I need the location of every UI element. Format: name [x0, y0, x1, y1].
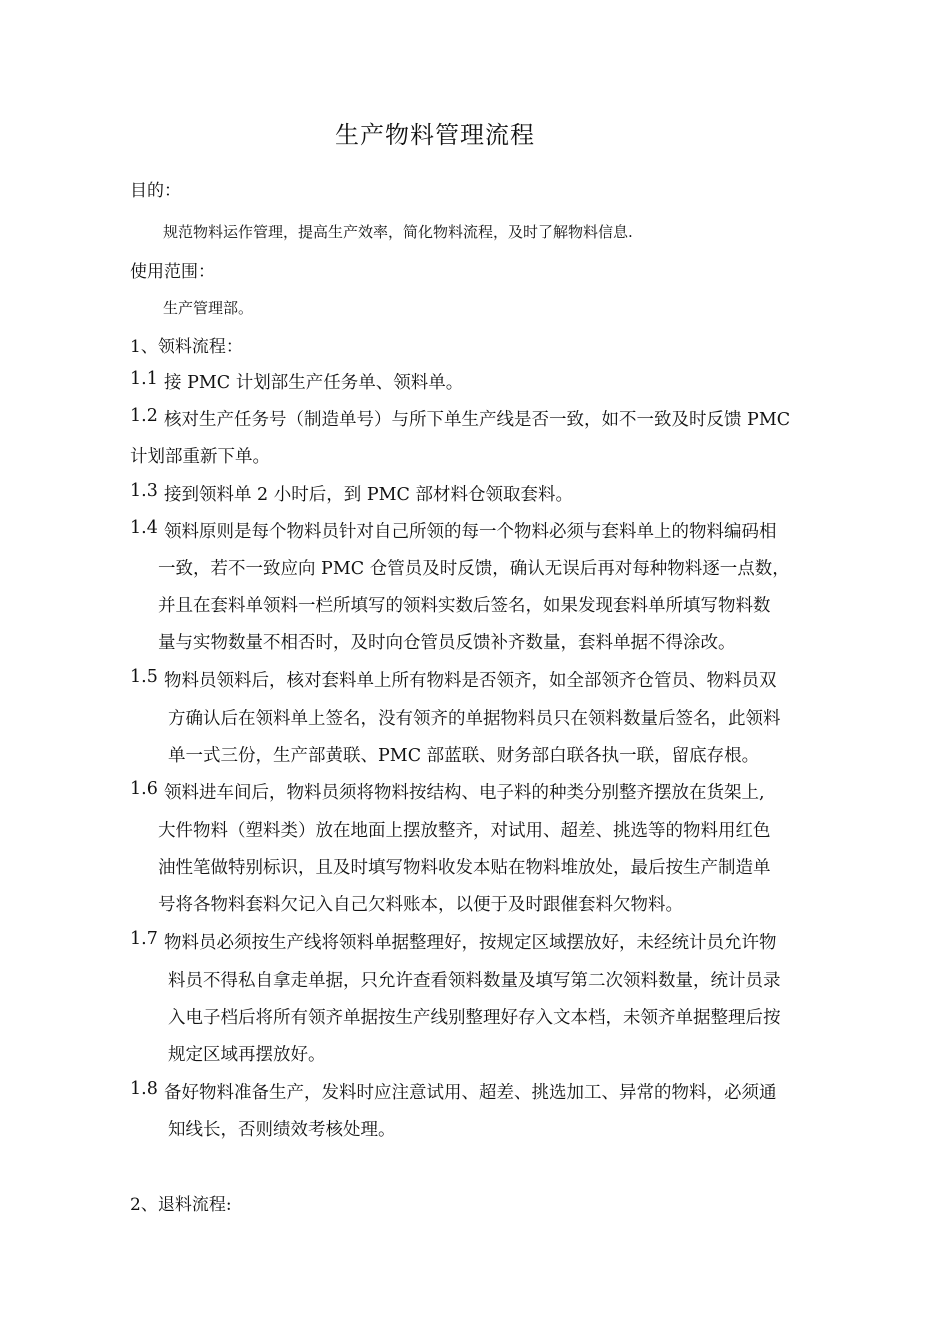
item-line: 方确认后在领料单上签名，没有领齐的单据物料员只在领料数量后签名，此领料 [168, 709, 781, 729]
purpose-label: 目的： [130, 181, 181, 201]
item-line: 接到领料单 2 小时后，到 PMC 部材料仓领取套料。 [164, 485, 573, 505]
item-line: 并且在套料单领料一栏所填写的领料实数后签名，如果发现套料单所填写物料数 [158, 596, 771, 616]
item-line: 单一式三份，生产部黄联、PMC 部蓝联、财务部白联各执一联，留底存根。 [168, 746, 760, 766]
item-number: 1.8 [130, 1079, 158, 1099]
item-number: 1.6 [130, 779, 158, 799]
scope-text: 生产管理部。 [163, 299, 254, 317]
item-line: 物料员必须按生产线将领料单据整理好，按规定区域摆放好，未经统计员允许物 [164, 933, 777, 953]
item-line: 知线长，否则绩效考核处理。 [168, 1120, 396, 1140]
item-number: 1.1 [130, 369, 158, 389]
item-line: 量与实物数量不相否时，及时向仓管员反馈补齐数量，套料单据不得涂改。 [158, 633, 736, 653]
item-number: 1.5 [130, 667, 158, 687]
document-title: 生产物料管理流程 [335, 121, 535, 149]
section1-heading: 1、领料流程： [130, 337, 243, 357]
item-number: 1.7 [130, 929, 158, 949]
item-line: 一致，若不一致应向 PMC 仓管员及时反馈，确认无误后再对每种物料逐一点数， [158, 559, 790, 579]
item-line: 物料员领料后，核对套料单上所有物料是否领齐，如全部领齐仓管员、物料员双 [164, 671, 777, 691]
item-line: 入电子档后将所有领齐单据按生产线别整理好存入文本档，未领齐单据整理后按 [168, 1008, 781, 1028]
item-line: 领料原则是每个物料员针对自己所领的每一个物料必须与套料单上的物料编码相 [164, 522, 777, 542]
item-number: 1.3 [130, 481, 158, 501]
item-line: 规定区域再摆放好。 [168, 1045, 326, 1065]
item-line: 计划部重新下单。 [130, 447, 270, 467]
item-number: 1.4 [130, 518, 158, 538]
purpose-text: 规范物料运作管理，提高生产效率，简化物料流程，及时了解物料信息. [163, 223, 633, 241]
item-line: 接 PMC 计划部生产任务单、领料单。 [164, 373, 464, 393]
item-line: 大件物料（塑料类）放在地面上摆放整齐，对试用、超差、挑选等的物料用红色 [158, 821, 771, 841]
item-line: 核对生产任务号（制造单号）与所下单生产线是否一致，如不一致及时反馈 PMC [164, 410, 791, 430]
item-line: 备好物料准备生产，发料时应注意试用、超差、挑选加工、异常的物料，必须通 [164, 1083, 777, 1103]
scope-label: 使用范围： [130, 262, 215, 282]
item-line: 号将各物料套料欠记入自己欠料账本，以便于及时跟催套料欠物料。 [158, 895, 683, 915]
item-number: 1.2 [130, 406, 158, 426]
section2-heading: 2、退料流程: [130, 1195, 232, 1215]
item-line: 领料进车间后，物料员须将物料按结构、电子料的种类分别整齐摆放在货架上, [164, 783, 765, 803]
item-line: 料员不得私自拿走单据，只允许查看领料数量及填写第二次领料数量，统计员录 [168, 971, 781, 991]
item-line: 油性笔做特别标识，且及时填写物料收发本贴在物料堆放处，最后按生产制造单 [158, 858, 771, 878]
